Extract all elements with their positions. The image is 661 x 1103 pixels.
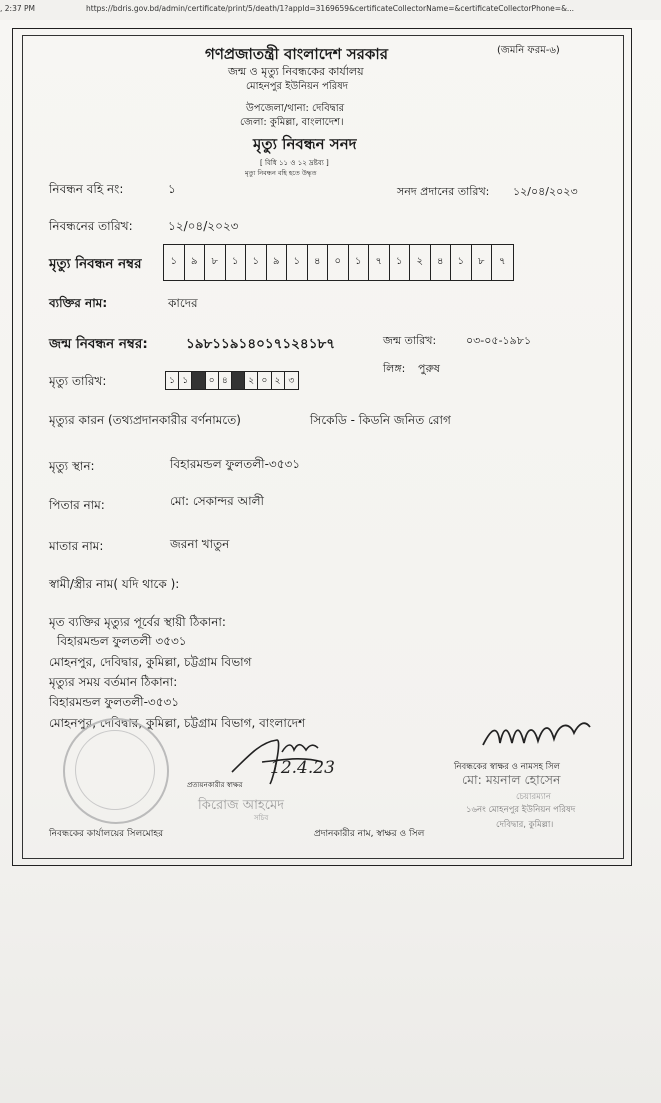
digit-cell: ১ bbox=[390, 245, 411, 280]
form-number: (জমনি ফরম-৬) bbox=[497, 45, 560, 56]
date-separator-cell bbox=[232, 372, 245, 389]
verifier-label: প্রত্যয়নকারীর স্বাক্ষর bbox=[187, 781, 243, 789]
browser-print-header bbox=[0, 0, 661, 20]
person-name-value: কাদের bbox=[168, 296, 198, 310]
death-reg-number-label: মৃত্যু নিবন্ধন নম্বর bbox=[49, 256, 142, 272]
digit-cell: ৪ bbox=[431, 245, 452, 280]
date-cell: ০ bbox=[206, 372, 219, 389]
book-number-label: নিবন্ধন বহি নং: bbox=[49, 182, 124, 196]
digit-cell: ৮ bbox=[205, 245, 226, 280]
registration-date-label: নিবন্ধনের তারিখ: bbox=[49, 219, 133, 233]
certificate-title: মৃত্যু নিবন্ধন সনদ bbox=[253, 135, 357, 153]
issuer-label: প্রদানকারীর নাম, স্বাক্ষর ও সিল bbox=[314, 829, 425, 839]
permanent-address-line1: বিহারমন্ডল ফুলতলী ৩৫৩১ bbox=[57, 634, 187, 648]
date-cell: ৪ bbox=[219, 372, 232, 389]
seal-label: নিবন্ধকের কার্যালয়ের সিলমোহর bbox=[49, 829, 164, 839]
issuer-title: সচিব bbox=[254, 814, 269, 822]
mother-name-label: মাতার নাম: bbox=[49, 539, 104, 553]
birth-reg-number-label: জন্ম নিবন্ধন নম্বর: bbox=[49, 336, 148, 352]
death-reg-number-boxes bbox=[163, 244, 514, 281]
extract-note: মৃত্যু নিবন্ধন বহি হতে উদ্ধৃত bbox=[245, 169, 317, 177]
digit-cell: ১ bbox=[287, 245, 308, 280]
birth-date-label: জন্ম তারিখ: bbox=[383, 334, 437, 347]
district-line: জেলা: কুমিল্লা, বাংলাদেশ। bbox=[240, 117, 344, 128]
permanent-address-line2: মোহনপুর, দেবিদ্বার, কুমিল্লা, চট্টগ্রাম বিভাগ bbox=[49, 655, 252, 669]
digit-cell: ১ bbox=[349, 245, 370, 280]
office-seal-stamp bbox=[63, 718, 169, 824]
date-cell: ১ bbox=[166, 372, 179, 389]
digit-cell: ৪ bbox=[308, 245, 329, 280]
upazila-line: উপজেলা/থানা: দেবিদ্বার bbox=[246, 103, 345, 114]
digit-cell: ৯ bbox=[267, 245, 288, 280]
registrar-place: দেবিদ্বার, কুমিল্লা। bbox=[496, 820, 554, 830]
sex-value: পুরুষ bbox=[418, 362, 440, 375]
birth-reg-number-value: ১৯৮১১৯১৪০১৭১২৪১৮৭ bbox=[186, 336, 335, 352]
death-place-label: মৃত্যু স্থান: bbox=[49, 459, 95, 473]
death-cause-value: সিকেডি - কিডনি জনিত রোগ bbox=[310, 413, 451, 427]
issuer-name: কিরোজ আহমেদ bbox=[198, 798, 284, 813]
registrar-office: ১৬নং মোহনপুর ইউনিয়ন পরিষদ bbox=[466, 805, 576, 815]
office-name: জন্ম ও মৃত্যু নিবন্ধকের কার্যালয় bbox=[228, 65, 364, 78]
digit-cell: ১ bbox=[451, 245, 472, 280]
date-cell: ২ bbox=[245, 372, 258, 389]
issue-date-label: সনদ প্রদানের তারিখ: bbox=[397, 185, 490, 198]
registration-date-value: ১২/০৪/২০২৩ bbox=[168, 219, 239, 233]
death-cause-label: মৃত্যুর কারন (তথ্যপ্রদানকারীর বর্ণনামতে) bbox=[49, 413, 241, 427]
print-time: , 2:37 PM bbox=[0, 4, 35, 13]
date-cell: ১ bbox=[179, 372, 192, 389]
death-date-label: মৃত্যু তারিখ: bbox=[49, 374, 107, 388]
date-separator-cell bbox=[192, 372, 205, 389]
issue-date-value: ১২/০৪/২০২৩ bbox=[513, 185, 578, 198]
spouse-name-label: স্বামী/স্ত্রীর নাম( যদি থাকে ): bbox=[49, 577, 180, 591]
digit-cell: ৭ bbox=[369, 245, 390, 280]
union-name: মোহনপুর ইউনিয়ন পরিষদ bbox=[246, 81, 348, 92]
father-name-label: পিতার নাম: bbox=[49, 498, 105, 512]
death-date-boxes bbox=[165, 371, 299, 390]
date-cell: ৩ bbox=[288, 376, 295, 386]
person-name-label: ব্যক্তির নাম: bbox=[49, 296, 108, 310]
father-name-value: মো: সেকান্দর আলী bbox=[170, 494, 264, 508]
digit-cell: ২ bbox=[410, 245, 431, 280]
digit-cell: ৯ bbox=[185, 245, 206, 280]
government-title: গণপ্রজাতন্ত্রী বাংলাদেশ সরকার bbox=[205, 45, 388, 63]
digit-cell: ৭ bbox=[498, 256, 506, 267]
rule-reference: [ বিধি ১১ ও ১২ দ্রষ্টব্য ] bbox=[260, 159, 329, 167]
digit-cell: ১ bbox=[246, 245, 267, 280]
registrar-label: নিবন্ধকের স্বাক্ষর ও নামসহ সিল bbox=[454, 762, 560, 772]
date-cell: ২ bbox=[272, 372, 285, 389]
mother-name-value: জরনা খাতুন bbox=[170, 537, 230, 551]
digit-cell: ১ bbox=[164, 245, 185, 280]
date-cell: ০ bbox=[258, 372, 271, 389]
registrar-title: চেয়ারম্যান bbox=[516, 792, 551, 802]
registrar-signature-scribble bbox=[478, 715, 596, 757]
present-address-line2: মোহনপুর, দেবিদ্বার, কুমিল্লা, চট্টগ্রাম বিভাগ, বাংলাদেশ bbox=[49, 716, 306, 730]
book-number-value: ১ bbox=[168, 182, 176, 196]
verifier-signature-date: 12.4.23 bbox=[270, 758, 335, 778]
digit-cell: ০ bbox=[328, 245, 349, 280]
print-url: https://bdris.gov.bd/admin/certificate/print/5/death/1?appId=3169659&certificateCollectorName=&certificateCollectorPhone=&... bbox=[86, 4, 575, 13]
birth-date-value: ০৩-০৫-১৯৮১ bbox=[466, 334, 532, 347]
sex-label: লিঙ্গ: bbox=[383, 362, 406, 375]
present-address-line1: বিহারমন্ডল ফুলতলী-৩৫৩১ bbox=[49, 695, 180, 709]
permanent-address-label: মৃত ব্যক্তির মৃত্যুর পূর্বের স্থায়ী ঠিকানা: bbox=[49, 615, 226, 629]
digit-cell: ১ bbox=[226, 245, 247, 280]
digit-cell: ৮ bbox=[472, 245, 493, 280]
registrar-name: মো: ময়নাল হোসেন bbox=[462, 772, 561, 787]
death-place-value: বিহারমন্ডল ফুলতলী-৩৫৩১ bbox=[170, 457, 301, 471]
present-address-label: মৃত্যুর সময় বর্তমান ঠিকানা: bbox=[49, 675, 178, 689]
